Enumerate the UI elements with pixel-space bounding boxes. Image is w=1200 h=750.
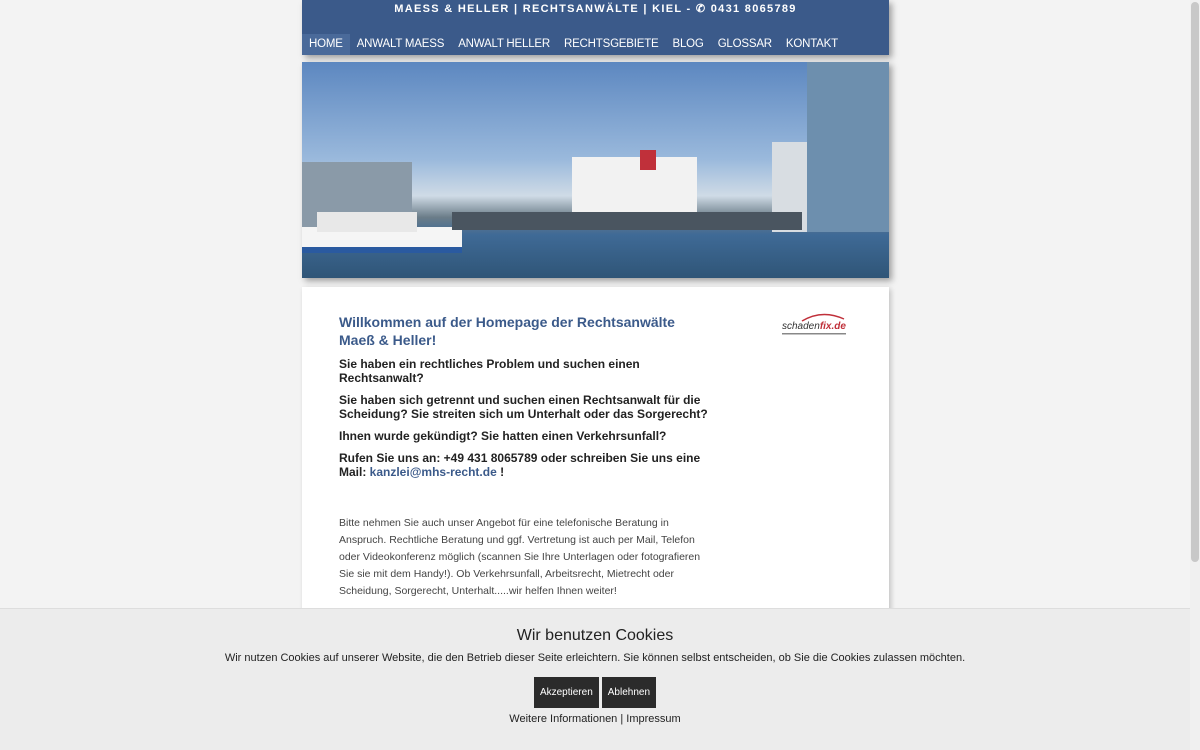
scrollbar-thumb[interactable]: [1191, 2, 1199, 562]
intro-q2: Sie haben sich getrennt und suchen einen Rechtsanwalt für die Scheidung? Sie streiten sich um Unterhalt oder das Sorgerecht?: [339, 393, 708, 421]
email-link[interactable]: kanzlei@mhs-recht.de: [369, 465, 497, 479]
svg-text:schadenfix.de: schadenfix.de: [782, 321, 846, 332]
intro-q3: Ihnen wurde gekündigt? Sie hatten einen Verkehrsunfall?: [339, 429, 667, 443]
site-header: [302, 0, 889, 55]
page-title: Willkommen auf der Homepage der Rechtsanwälte Maeß & Heller!: [339, 314, 675, 348]
schadenfix-logo[interactable]: [782, 311, 848, 337]
content-panel: [302, 287, 889, 627]
link-separator: |: [620, 713, 624, 725]
brand-text: MAESS & HELLER | RECHTSANWÄLTE | KIEL -: [394, 3, 696, 15]
accept-cookies-button[interactable]: Akzeptieren: [534, 677, 599, 708]
nav-anwalt-maess[interactable]: ANWALT MAESS: [356, 38, 445, 50]
consultation-paragraph: Bitte nehmen Sie auch unser Angebot für eine telefonische Beratung in Anspruch. Rechtliche Beratung und ggf. Vertretung ist auch per Mail, Telefon oder Videokonferenz möglich (scannen Sie Ihre Unterlagen oder fotografieren Sie sie mit dem Handy!). Ob Verkehrsunfall, Arbeitsrecht, Mietrecht oder Scheidung, Sorgerecht, Unterhalt.....wir helfen Ihnen weiter!: [339, 517, 701, 597]
cookie-banner: [0, 608, 1190, 750]
contact-line: [339, 451, 709, 479]
phone-icon: ✆: [695, 3, 711, 15]
imprint-link[interactable]: Impressum: [626, 713, 681, 725]
main-nav: [302, 34, 889, 55]
brand-line: [302, 0, 889, 34]
cookie-text: Wir nutzen Cookies auf unserer Website, die den Betrieb dieser Seite erleichtern. Sie können selbst entscheiden, ob Sie die Cookies zulassen möchten.: [224, 652, 966, 664]
call-text: Rufen Sie uns an: +49 431 8065789 oder schreiben Sie uns eine Mail:: [339, 451, 701, 479]
intro-q1: Sie haben ein rechtliches Problem und suchen einen Rechtsanwalt?: [339, 357, 640, 385]
nav-blog[interactable]: BLOG: [672, 38, 704, 50]
nav-rechtsgebiete[interactable]: RECHTSGEBIETE: [563, 38, 659, 50]
decline-cookies-button[interactable]: Ablehnen: [602, 677, 656, 708]
cookie-title: Wir benutzen Cookies: [516, 627, 674, 644]
nav-glossar[interactable]: GLOSSAR: [717, 38, 772, 50]
hero-harbor-image: [302, 62, 889, 278]
nav-anwalt-heller[interactable]: ANWALT HELLER: [458, 38, 550, 50]
nav-kontakt[interactable]: KONTAKT: [785, 38, 838, 50]
more-info-link[interactable]: Weitere Informationen: [509, 713, 618, 725]
brand-phone[interactable]: 0431 8065789: [710, 3, 797, 15]
nav-home[interactable]: HOME: [302, 34, 350, 55]
scrollbar[interactable]: [1190, 0, 1200, 750]
harbor-illustration: [302, 62, 889, 278]
call-end: !: [496, 465, 505, 479]
